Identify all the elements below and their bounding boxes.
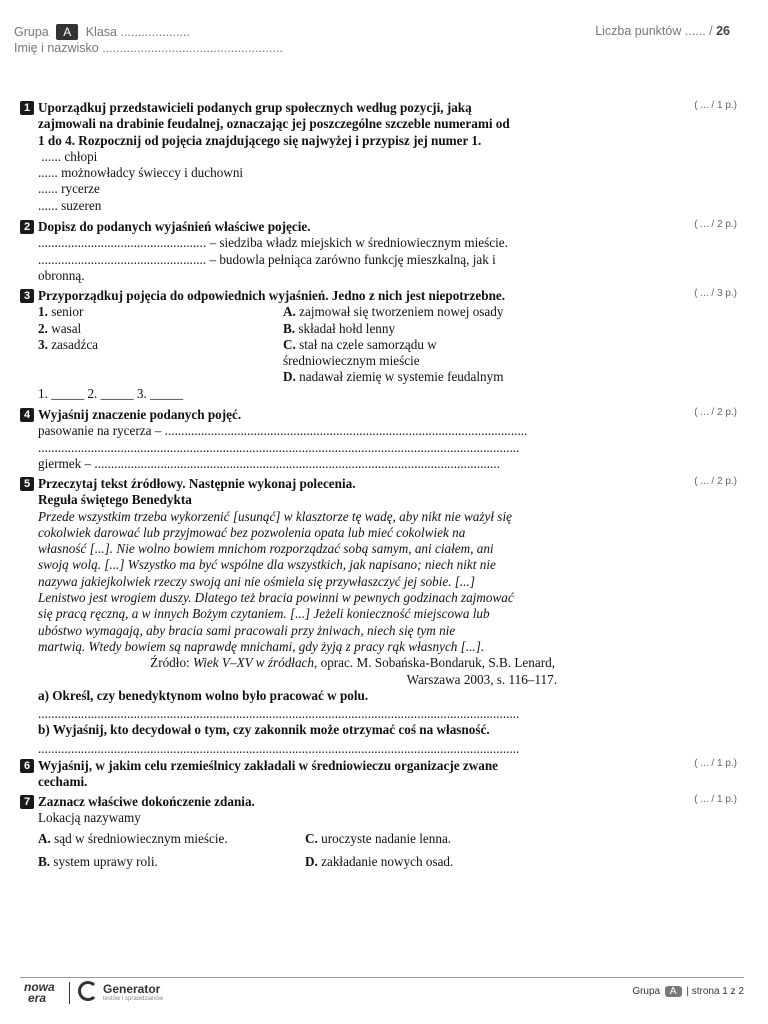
q7-option-b[interactable]: B. system uprawy roli.	[38, 853, 158, 869]
footer-divider	[20, 977, 744, 978]
q4-answer-line[interactable]: ..................................................................................................................................................	[38, 439, 520, 455]
q3-definition: B. składał hołd lenny	[283, 320, 396, 336]
question-5	[20, 476, 565, 757]
q5-source-citation-2: Warszawa 2003, s. 116–117.	[406, 671, 557, 687]
q2-answer-line[interactable]: ................................................... – budowla pełniąca zarówno funkcję mieszkalną, jak i	[38, 251, 496, 267]
points-total: 26	[716, 24, 730, 38]
q5-source-citation: Źródło: Wiek V–XV w źródłach, oprac. M. Sobańska-Bondaruk, S.B. Lenard,	[150, 655, 555, 671]
header-group-line	[14, 24, 190, 40]
class-field[interactable]: Klasa ....................	[85, 25, 190, 39]
q2-title: Dopisz do podanych wyjaśnień właściwe pojęcie.	[38, 219, 311, 234]
q3-definitions	[283, 304, 565, 385]
generator-logo-icon	[78, 981, 98, 1001]
nowa-era-logo: nowa era	[24, 980, 55, 1005]
footer-group-badge: A	[665, 986, 682, 997]
q5-source-text: cokolwiek darować lub przyjmować bez pozwolenia opata lub mieć cokolwiek na	[38, 524, 466, 540]
generator-subtitle: testów i sprawdzianów	[103, 996, 164, 1002]
question-6	[20, 758, 565, 791]
q3-points: ( ... / 3 p.)	[694, 288, 737, 299]
points-summary	[595, 24, 730, 38]
q4-answer-line[interactable]: pasowanie na rycerza – ..............................................................................................................	[38, 423, 528, 439]
question-7	[20, 794, 565, 870]
q6-line-2: cechami.	[38, 774, 88, 790]
q6-line-1: Wyjaśnij, w jakim celu rzemieślnicy zakładali w średniowieczu organizacje zwane	[38, 758, 499, 773]
q3-definition-cont: średniowiecznym mieście	[283, 353, 420, 369]
q3-term: 2. wasal	[38, 320, 82, 336]
q3-term: 3. zasadźca	[38, 336, 99, 352]
q5-source-text: nazywa jakiejkolwiek rzeczy swoją ani nie ośmiela się przywłaszczyć jej sobie. [...]	[38, 573, 475, 589]
q5-source-text: Przede wszystkim trzeba wykorzenić [usunąć] w klasztorze tę wadę, aby nikt nie ważył się	[38, 508, 512, 524]
generator-title: Generator	[103, 982, 161, 996]
q3-definition: C. stał na czele samorządu w	[283, 336, 437, 352]
q1-line-3: 1 do 4. Rozpocznij od pojęcia znajdującego się najwyżej i przypisz jej numer 1.	[38, 132, 482, 148]
q1-item[interactable]: ...... suzeren	[38, 197, 102, 213]
footer-page-number: | strona 1 z 2	[686, 986, 744, 997]
q5-answer-line-a[interactable]: ..................................................................................................................................................	[38, 706, 520, 722]
question-number: 6	[20, 759, 34, 773]
q7-points: ( ... / 1 p.)	[694, 794, 737, 805]
q3-terms	[20, 304, 283, 385]
question-2	[20, 219, 565, 284]
q2-answer-line-cont: obronną.	[38, 267, 85, 283]
q1-item[interactable]: ...... rycerze	[38, 181, 100, 197]
question-number: 3	[20, 289, 34, 303]
q6-points: ( ... / 1 p.)	[694, 758, 737, 769]
name-field[interactable]: Imię i nazwisko ....................................................	[14, 41, 283, 55]
question-3	[20, 288, 565, 402]
q7-option-a[interactable]: A. sąd w średniowiecznym mieście.	[38, 830, 228, 846]
q7-title: Zaznacz właściwe dokończenie zdania.	[38, 794, 255, 809]
q7-options-row-2	[20, 854, 565, 870]
q3-matching	[20, 304, 565, 385]
group-label: Grupa	[14, 25, 49, 39]
q1-line-1: Uporządkuj przedstawicieli podanych grup społecznych według pozycji, jaką	[38, 100, 472, 115]
q1-item[interactable]: ...... chłopi	[38, 148, 98, 164]
q3-term: 1. senior	[38, 304, 84, 320]
q7-option-c[interactable]: C. uroczyste nadanie lenna.	[305, 830, 452, 846]
points-label: Liczba punktów ...... /	[595, 24, 713, 38]
q5-points: ( ... / 2 p.)	[694, 476, 737, 487]
q3-answer-line[interactable]: 1. _____ 2. _____ 3. _____	[38, 385, 184, 401]
question-4	[20, 407, 565, 472]
q5-source-text: ubóstwo wymagają, aby bracia sami pracowali przy żniwach, niech się tym nie	[38, 622, 456, 638]
q5-question-a: a) Określ, czy benedyktynom wolno było pracować w polu.	[38, 687, 369, 703]
q7-stem: Lokacją nazywamy	[38, 810, 141, 826]
group-badge: A	[56, 24, 78, 40]
footer-page-info	[632, 986, 744, 997]
q5-source-text: Lenistwo jest wrogiem duszy. Dlatego też bracia powinni w pewnych godzinach zajmować	[38, 590, 514, 606]
q5-answer-line-b[interactable]: ..................................................................................................................................................	[38, 740, 520, 756]
question-number: 1	[20, 101, 34, 115]
q3-definition: D. nadawał ziemię w systemie feudalnym	[283, 369, 504, 385]
q3-definition: A. zajmował się tworzeniem nowej osady	[283, 304, 504, 320]
q4-title: Wyjaśnij znaczenie podanych pojęć.	[38, 407, 242, 422]
q7-option-d[interactable]: D. zakładanie nowych osad.	[305, 853, 454, 869]
q5-source-text: swoją wolą. [...] Wszystko ma być wspólne dla wszystkich, jak napisano; niech nikt nie	[38, 557, 496, 573]
q2-answer-line[interactable]: ................................................... – siedziba władz miejskich w średniowiecznym mieście.	[38, 235, 508, 251]
q5-source-title: Reguła świętego Benedykta	[38, 492, 192, 508]
q5-source-text: własność [...]. Nie wolno bowiem mnichom rozporządzać sobą samym, ani ciałem, ani	[38, 541, 494, 557]
q4-points: ( ... / 2 p.)	[694, 407, 737, 418]
q5-question-b: b) Wyjaśnij, kto decydował o tym, czy zakonnik może otrzymać coś na własność.	[38, 722, 490, 738]
footer-separator	[69, 982, 70, 1004]
question-number: 5	[20, 477, 34, 491]
q7-options-row-1	[20, 831, 565, 847]
question-number: 7	[20, 795, 34, 809]
q4-answer-line[interactable]: giermek – ...........................................................................................................................	[38, 455, 500, 471]
question-number: 2	[20, 220, 34, 234]
footer-group-label: Grupa	[632, 986, 661, 997]
q5-title: Przeczytaj tekst źródłowy. Następnie wykonaj polecenia.	[38, 476, 356, 491]
q3-title: Przyporządkuj pojęcia do odpowiednich wyjaśnień. Jedno z nich jest niepotrzebne.	[38, 288, 506, 303]
q1-item[interactable]: ...... możnowładcy świeccy i duchowni	[38, 165, 244, 181]
question-1	[20, 100, 565, 214]
question-number: 4	[20, 408, 34, 422]
q5-source-text: martwią. Wtedy bowiem są naprawdę mnichami, gdy żyją z pracy rąk własnych [...].	[38, 638, 485, 654]
q2-points: ( ... / 2 p.)	[694, 219, 737, 230]
q1-points: ( ... / 1 p.)	[694, 100, 737, 111]
q1-line-2: zajmowali na drabinie feudalnej, oznaczając jej poszczególne szczeble numerami od	[38, 116, 510, 132]
q5-source-text: się pracą ręczną, a w innych Bożym czytaniem. [...] Jeżeli konieczność miejscowa lub	[38, 606, 490, 622]
